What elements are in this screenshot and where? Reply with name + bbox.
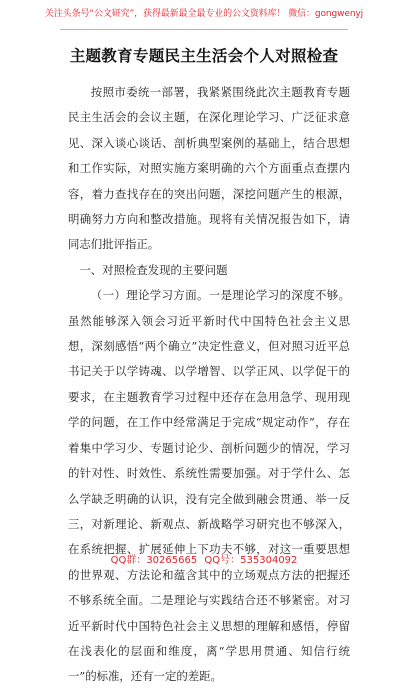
intro-paragraph: 按照市委统一部署，我紧紧围绕此次主题教育专题民主生活会的会议主题，在深化理论学习、广泛征求意见、深入谈心谈话、剖析典型案例的基础上，结合思想和工作实际，对照实施方案明确的六个方面重点查摆内容，着力查找存在的突出问题，深挖问题产生的根源，明确努力方向和整改措施。现将有关情况报告如下，请同志们批评指正。 bbox=[68, 85, 350, 252]
footer-qq-group: QQ群：30265665 bbox=[110, 555, 198, 566]
footer bbox=[0, 554, 408, 568]
header-banner: 关注头条号“公文研究”，获得最新最全最专业的公文资料库！ 微信：gongwenyj bbox=[44, 9, 364, 19]
paragraph-theory-study: （一）理论学习方面。一是理论学习的深度不够。虽然能够深入领会习近平新时代中国特色社会主义思想，深刻感悟“两个确立”决定性意义，但对照习近平总书记关于以学铸魂、以学增智、以学正风、以学促干的要求，在主题教育学习过程中还存在急用急学、现用现学的问题，在工作中经常满足于完成“规定动作”，存在着集中学习少、专题讨论少、剖析问题少的情况，学习的针对性、时效性、系统性需要加强。对于学什么、怎么学缺乏明确的认识，没有完全做到融会贯通、举一反三，对新理论、新观点、新战略学习研究也不够深入，在系统把握、扩展延伸上下功夫不够，对这一重要思想的世界观、方法论和蕴含其中的立场观点方法的把握还不够系统全面。二是理论与实践结合还不够紧密。对习近平新时代中国特色社会主义思想的理解和感悟，停留在浅表化的层面和维度，离“学思用贯通、知信行统一”的标准，还有一定的差距。 bbox=[68, 288, 350, 684]
document-title: 主题教育专题民主生活会个人对照检查 bbox=[69, 46, 339, 65]
section-heading: 一、对照检查发现的主要问题 bbox=[79, 262, 228, 277]
footer-qq-number: QQ号：535304092 bbox=[204, 555, 298, 566]
header-divider bbox=[60, 29, 348, 30]
document-body bbox=[68, 80, 350, 690]
